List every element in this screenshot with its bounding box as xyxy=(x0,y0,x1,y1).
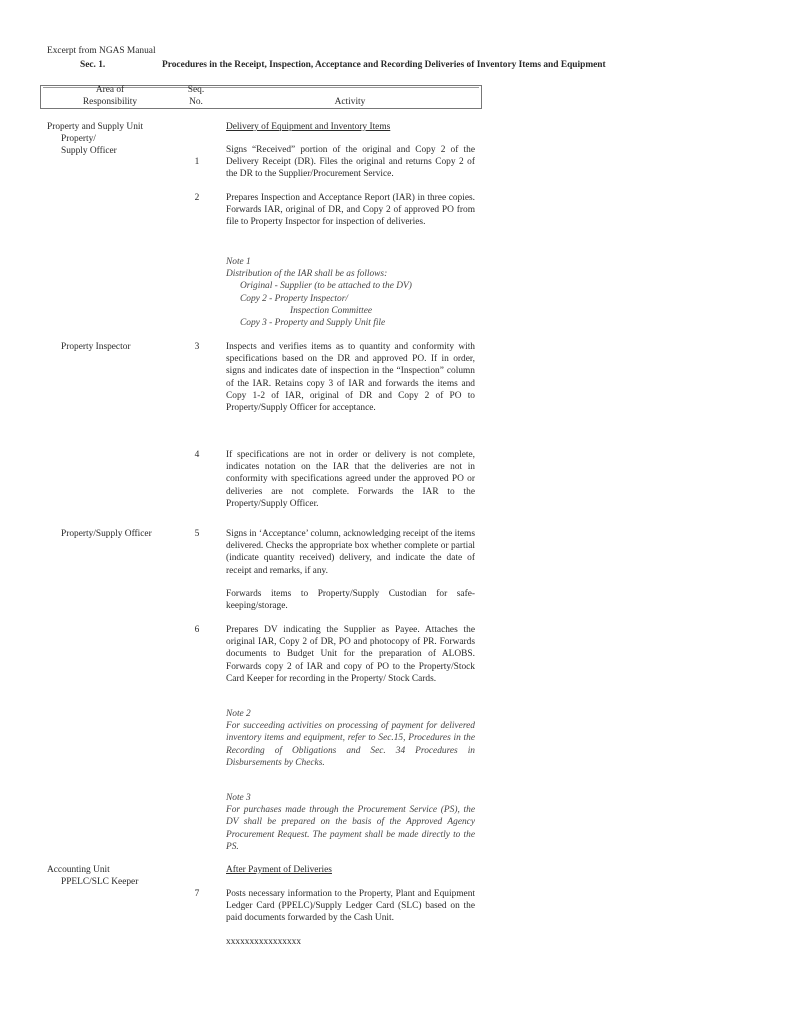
step-text-2: Prepares Inspection and Acceptance Report (IAR) in three copies. Forwards IAR, original of DR, and Copy 2 of approved PO from file to Property Inspector for inspection of deliveries. xyxy=(226,193,475,228)
note-3 xyxy=(226,792,475,853)
section-title: Procedures in the Receipt, Inspection, Acceptance and Recording Deliveries of Inventory Items and Equipment xyxy=(162,60,606,70)
area-accounting-unit-line1: Accounting Unit xyxy=(47,865,110,875)
note-1-intro: Distribution of the IAR shall be as follows: xyxy=(226,269,388,280)
note-1-line4: Copy 3 - Property and Supply Unit file xyxy=(240,318,386,329)
area-property-supply-unit-line1: Property and Supply Unit xyxy=(47,122,144,132)
excerpt-label: Excerpt from NGAS Manual xyxy=(47,46,156,56)
col-area-header xyxy=(60,84,160,108)
step-text-6: Prepares DV indicating the Supplier as Payee. Attaches the original IAR, Copy 2 of DR, PO and photocopy of PR. Forwards documents to Budget Unit for the preparation of ALOBS. Forwards copy 2 of IAR and copy of PO to the Property/Stock Card Keeper for recording in the Property/ Stock Cards. xyxy=(226,625,475,684)
step-text-4: If specifications are not in order or delivery is not complete, indicates notation on the IAR that the deliveries are not in conformity with specifications agreed under the approved PO or deliveries are not complete. Forwards the IAR to the Property/Supply Officer. xyxy=(226,450,475,509)
end-marker: xxxxxxxxxxxxxxxx xyxy=(226,937,301,947)
col-area-header-line2: Responsibility xyxy=(82,97,138,108)
seq-number: 5 xyxy=(194,529,200,539)
col-seq-header-line1: Seq. xyxy=(187,85,205,95)
note-2-text: For succeeding activities on processing of payment for delivered inventory items and equipment, refer to Sec.15, Procedures in the Recording of Obligations and Sec. 34 Procedures in Disbursements by Checks. xyxy=(226,721,475,768)
area-property-supply-unit xyxy=(47,121,143,158)
area-property-inspector: Property Inspector xyxy=(61,342,131,352)
note-3-title: Note 3 xyxy=(226,793,251,803)
step-text-5b: Forwards items to Property/Supply Custodian for safe-keeping/storage. xyxy=(226,589,475,612)
note-1-title: Note 1 xyxy=(226,257,251,267)
step-text-5: Signs in ‘Acceptance’ column, acknowledging receipt of the items delivered. Checks the appropriate box whether complete or partial (indicate quantity received) delivery, and indicate the date of receipt and remarks, if any. xyxy=(226,529,475,576)
section-heading-delivery: Delivery of Equipment and Inventory Items xyxy=(226,122,391,132)
section-heading-after-payment: After Payment of Deliveries xyxy=(226,865,332,875)
seq-number: 3 xyxy=(194,342,200,352)
step-text-1: Signs “Received” portion of the original and Copy 2 of the Delivery Receipt (DR). Files the original and returns Copy 2 of the DR to the Supplier/Procurement Service. xyxy=(226,145,475,180)
area-property-supply-unit-line3: Supply Officer xyxy=(61,146,117,157)
note-2-title: Note 2 xyxy=(226,709,251,719)
col-seq-header-line2: No. xyxy=(189,97,203,108)
note-2 xyxy=(226,708,475,769)
note-1-line3: Inspection Committee xyxy=(290,305,373,316)
seq-number: 6 xyxy=(194,625,200,635)
step-text-3: Inspects and verifies items as to quantity and conformity with specifications based on the DR and approved PO. If in order, signs and indicates date of inspection in the “Inspection” column of the IAR. Retains copy 3 of IAR and forwards the items and Copy 1-2 of IAR, original of DR and Copy 2 of PO to Property/Supply Officer for acceptance. xyxy=(226,342,475,414)
note-3-text: For purchases made through the Procurement Service (PS), the DV shall be prepared on the basis of the Approved Agency Procurement Request. The payment shall be made directly to the PS. xyxy=(226,805,475,852)
col-area-header-line1: Area of xyxy=(95,85,125,95)
col-activity-header: Activity xyxy=(334,97,366,107)
note-1-line2: Copy 2 - Property Inspector/ xyxy=(240,293,348,304)
col-seq-header xyxy=(176,84,216,108)
area-property-supply-officer: Property/Supply Officer xyxy=(61,529,152,539)
area-accounting-unit xyxy=(47,864,138,888)
seq-number: 1 xyxy=(194,157,200,167)
note-1-line1: Original - Supplier (to be attached to the DV) xyxy=(240,281,412,292)
step-text-7: Posts necessary information to the Property, Plant and Equipment Ledger Card (PPELC)/Supply Ledger Card (SLC) based on the paid documents forwarded by the Cash Unit. xyxy=(226,889,475,924)
area-accounting-unit-line2: PPELC/SLC Keeper xyxy=(61,877,139,888)
seq-number: 2 xyxy=(194,193,200,203)
note-1 xyxy=(226,256,475,329)
section-number: Sec. 1. xyxy=(80,60,106,70)
seq-number: 4 xyxy=(194,450,200,460)
area-property-supply-unit-line2: Property/ xyxy=(61,134,96,145)
seq-number: 7 xyxy=(194,889,200,899)
